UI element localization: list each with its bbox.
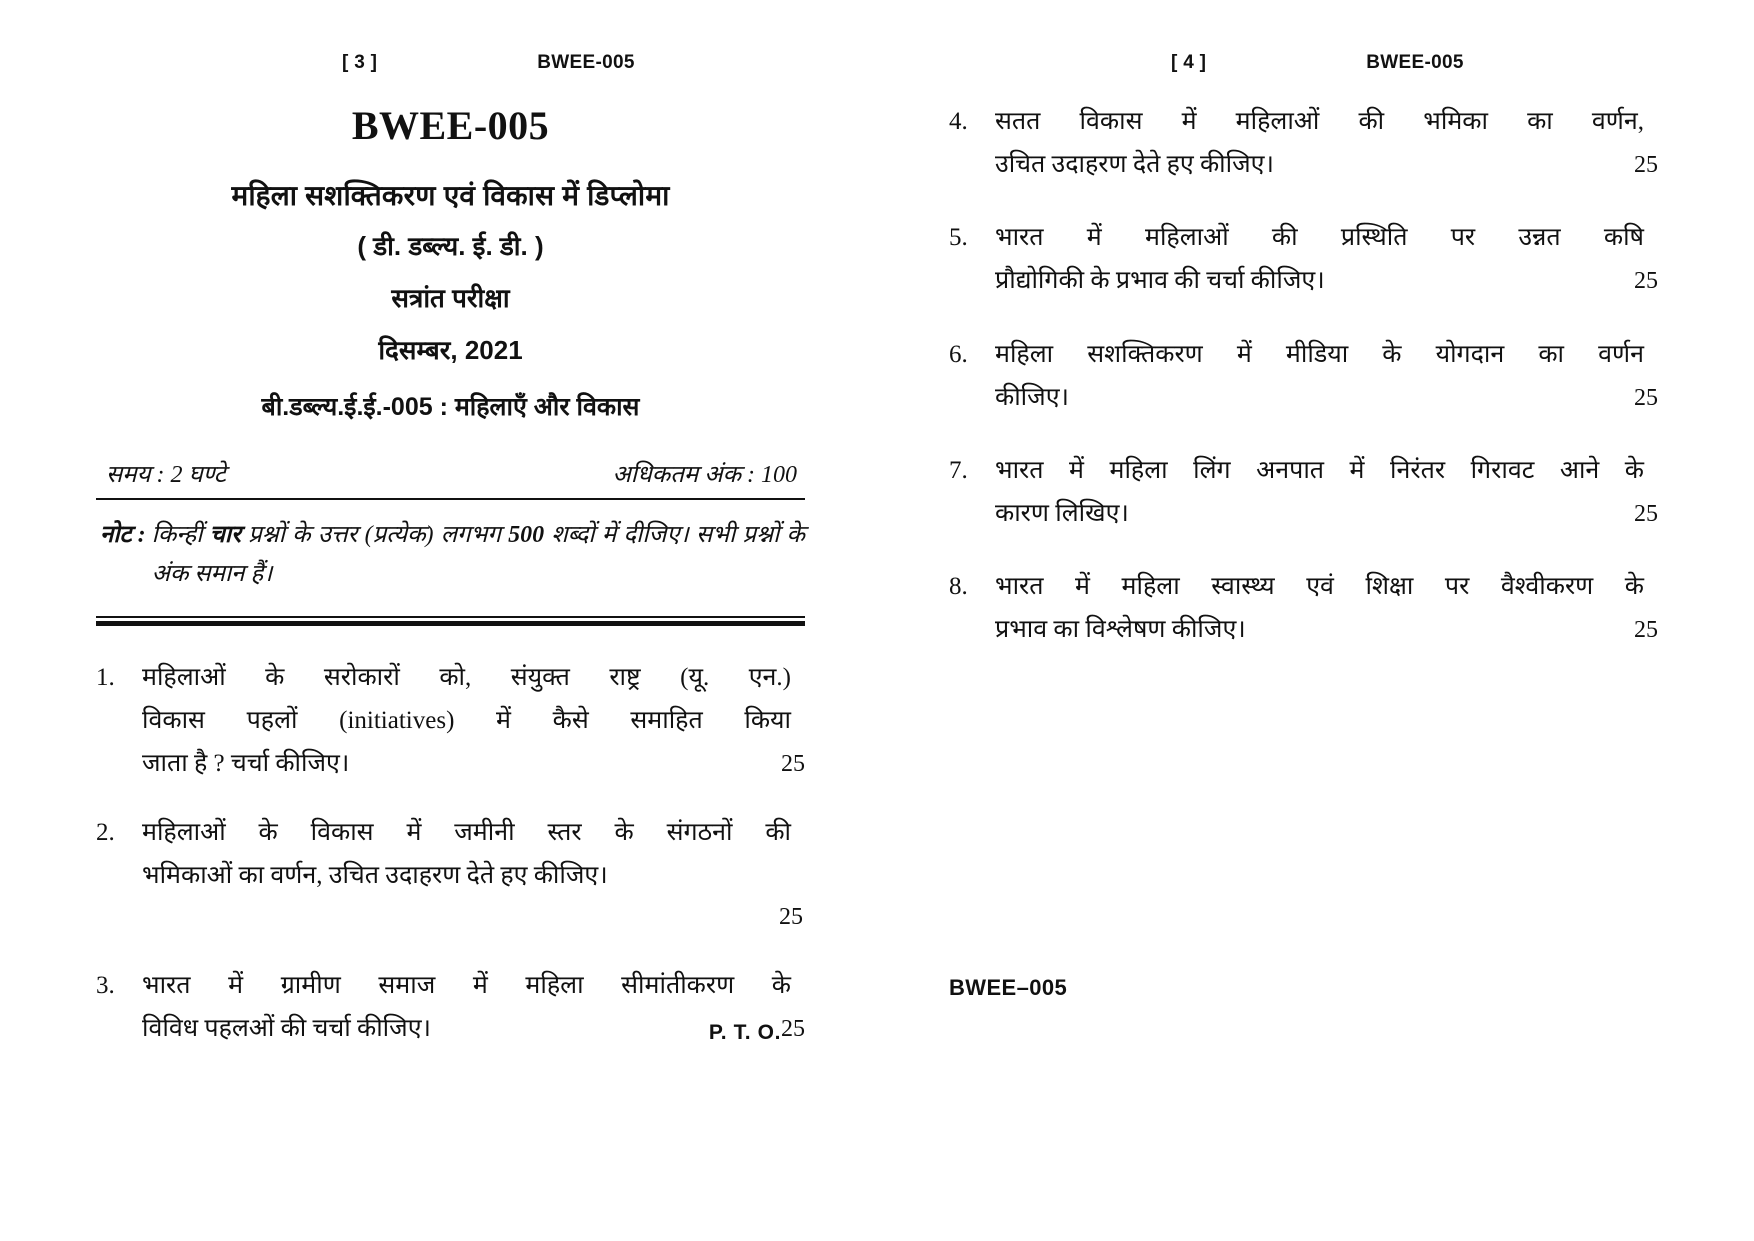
question-marks: 25 <box>1634 384 1658 411</box>
left-page-number: [ 3 ] <box>342 52 378 73</box>
question-item <box>949 216 1658 302</box>
question-number: 2. <box>96 819 115 847</box>
title-block <box>96 102 805 423</box>
question-marks: 25 <box>781 750 805 777</box>
question-text-line: कीजिए। <box>995 383 1070 411</box>
question-text-line: विकास पहलों (initiatives) में कैसे समाहित किया <box>142 706 791 734</box>
question-number: 7. <box>949 456 968 484</box>
question-line <box>142 656 805 699</box>
question-line <box>995 259 1658 302</box>
question-marks: 25 <box>1634 152 1658 178</box>
question-line <box>995 449 1658 492</box>
programme-abbreviation: ( डी. डब्ल्य. ई. डी. ) <box>357 231 544 261</box>
question-text-line: भारत में ग्रामीण समाज में महिला सीमांतीकरण के <box>142 972 791 1000</box>
question-text-line: प्रौद्योगिकी के प्रभाव की चर्चा कीजिए। <box>995 267 1325 295</box>
question-line <box>995 565 1658 608</box>
question-marks: 25 <box>1634 500 1658 527</box>
question-line <box>142 742 805 785</box>
note-emphasis-wordcount: 500 <box>508 522 545 548</box>
question-text-line: भमिकाओं का वर्णन, उचित उदाहरण देते हए कीजिए। <box>142 862 608 890</box>
question-item <box>949 333 1658 419</box>
question-item <box>96 656 805 785</box>
question-marks: 25 <box>1634 617 1658 644</box>
paper-code-title: BWEE-005 <box>351 103 550 148</box>
question-text-line: विविध पहलओं की चर्चा कीजिए। <box>142 1015 432 1043</box>
question-number: 3. <box>96 972 115 1000</box>
question-line <box>995 333 1658 376</box>
question-number: 4. <box>949 108 968 135</box>
question-line <box>995 608 1658 651</box>
left-running-head <box>96 52 805 78</box>
question-text-line: प्रभाव का विश्लेषण कीजिए। <box>995 616 1246 644</box>
meta-divider-rule <box>96 498 805 500</box>
question-item <box>949 565 1658 651</box>
question-item <box>96 811 805 938</box>
question-marks: 25 <box>781 1016 805 1043</box>
right-question-list <box>949 100 1658 651</box>
question-text-line: सतत विकास में महिलाओं की भमिका का वर्णन, <box>995 108 1644 135</box>
question-body <box>142 964 805 1050</box>
note-line3: हैं। <box>250 560 273 587</box>
question-marks: 25 <box>1634 268 1658 295</box>
right-running-head <box>949 52 1658 78</box>
question-text-line: महिलाओं के सरोकारों को, संयुक्त राष्ट्र (यू. एन.) <box>142 663 791 691</box>
exam-date: दिसम्बर, 2021 <box>378 335 523 365</box>
question-number: 8. <box>949 573 968 601</box>
programme-name: महिला सशक्तिकरण एवं विकास में डिप्लोमा <box>231 180 670 211</box>
section-divider-double-rule <box>96 616 805 626</box>
question-text-line: भारत में महिलाओं की प्रस्थिति पर उन्नत कषि <box>995 224 1644 252</box>
question-body <box>142 656 805 785</box>
question-text-line: महिलाओं के विकास में जमीनी स्तर के संगठनों की <box>142 819 791 847</box>
question-text-line: जाता है ? चर्चा कीजिए। <box>142 749 350 777</box>
footer-paper-code: BWEE–005 <box>949 975 1068 1000</box>
maximum-marks: अधिकतम अंक : 100 <box>612 462 797 488</box>
question-marks: 25 <box>779 904 803 931</box>
course-title-line: बी.डब्ल्य.ई.ई.-005 : महिलाएँ और विकास <box>261 393 640 421</box>
question-number: 5. <box>949 224 968 252</box>
question-line <box>142 964 805 1007</box>
question-line <box>142 811 805 854</box>
question-line <box>995 100 1658 143</box>
exam-meta-row <box>96 457 805 490</box>
note-label: नोट : <box>100 522 146 548</box>
question-line <box>995 143 1658 186</box>
note-line1-part2: प्रश्नों के उत्तर (प्रत्येक) लगभग <box>240 522 501 548</box>
question-body <box>995 100 1658 186</box>
page-turn-over-label: P. T. O. <box>708 1021 781 1044</box>
question-body <box>142 811 805 938</box>
question-text-line: भारत में महिला लिंग अनपात में निरंतर गिरावट आने के <box>995 456 1644 484</box>
question-text-line: महिला सशक्तिकरण में मीडिया के योगदान का वर्णन <box>995 340 1644 368</box>
question-line <box>995 376 1658 419</box>
left-header-paper-code: BWEE-005 <box>537 52 635 73</box>
question-line <box>142 1007 805 1050</box>
exam-name: सत्रांत परीक्षा <box>391 283 510 313</box>
question-body <box>995 565 1658 651</box>
question-item <box>949 100 1658 186</box>
question-body <box>995 216 1658 302</box>
note-line1-part1: किन्हीं <box>151 522 210 548</box>
question-text-line: कारण लिखिए। <box>995 499 1129 527</box>
question-line <box>142 854 805 897</box>
question-line <box>995 216 1658 259</box>
question-line <box>995 492 1658 535</box>
question-number: 6. <box>949 340 968 368</box>
question-body <box>995 449 1658 535</box>
note-line2-rest: शब्दों में दीजिए। सभी प्रश्नों के अंक समान <box>151 522 805 587</box>
note-emphasis-four: चार <box>209 522 241 548</box>
time-allowed: समय : 2 घण्टे <box>106 462 226 488</box>
question-text-line: भारत में महिला स्वास्थ्य एवं शिक्षा पर वैश्वीकरण के <box>995 573 1644 601</box>
question-body <box>995 333 1658 419</box>
right-page <box>877 0 1754 1241</box>
right-page-number: [ 4 ] <box>1171 52 1207 73</box>
right-header-paper-code: BWEE-005 <box>1366 52 1464 73</box>
question-text-line: उचित उदाहरण देते हए कीजिए। <box>995 151 1274 178</box>
question-item <box>96 964 805 1050</box>
note-text <box>152 516 805 594</box>
left-question-list <box>96 656 805 1051</box>
question-number: 1. <box>96 663 115 691</box>
question-line <box>142 699 805 742</box>
question-item <box>949 449 1658 535</box>
note-block <box>96 516 805 594</box>
